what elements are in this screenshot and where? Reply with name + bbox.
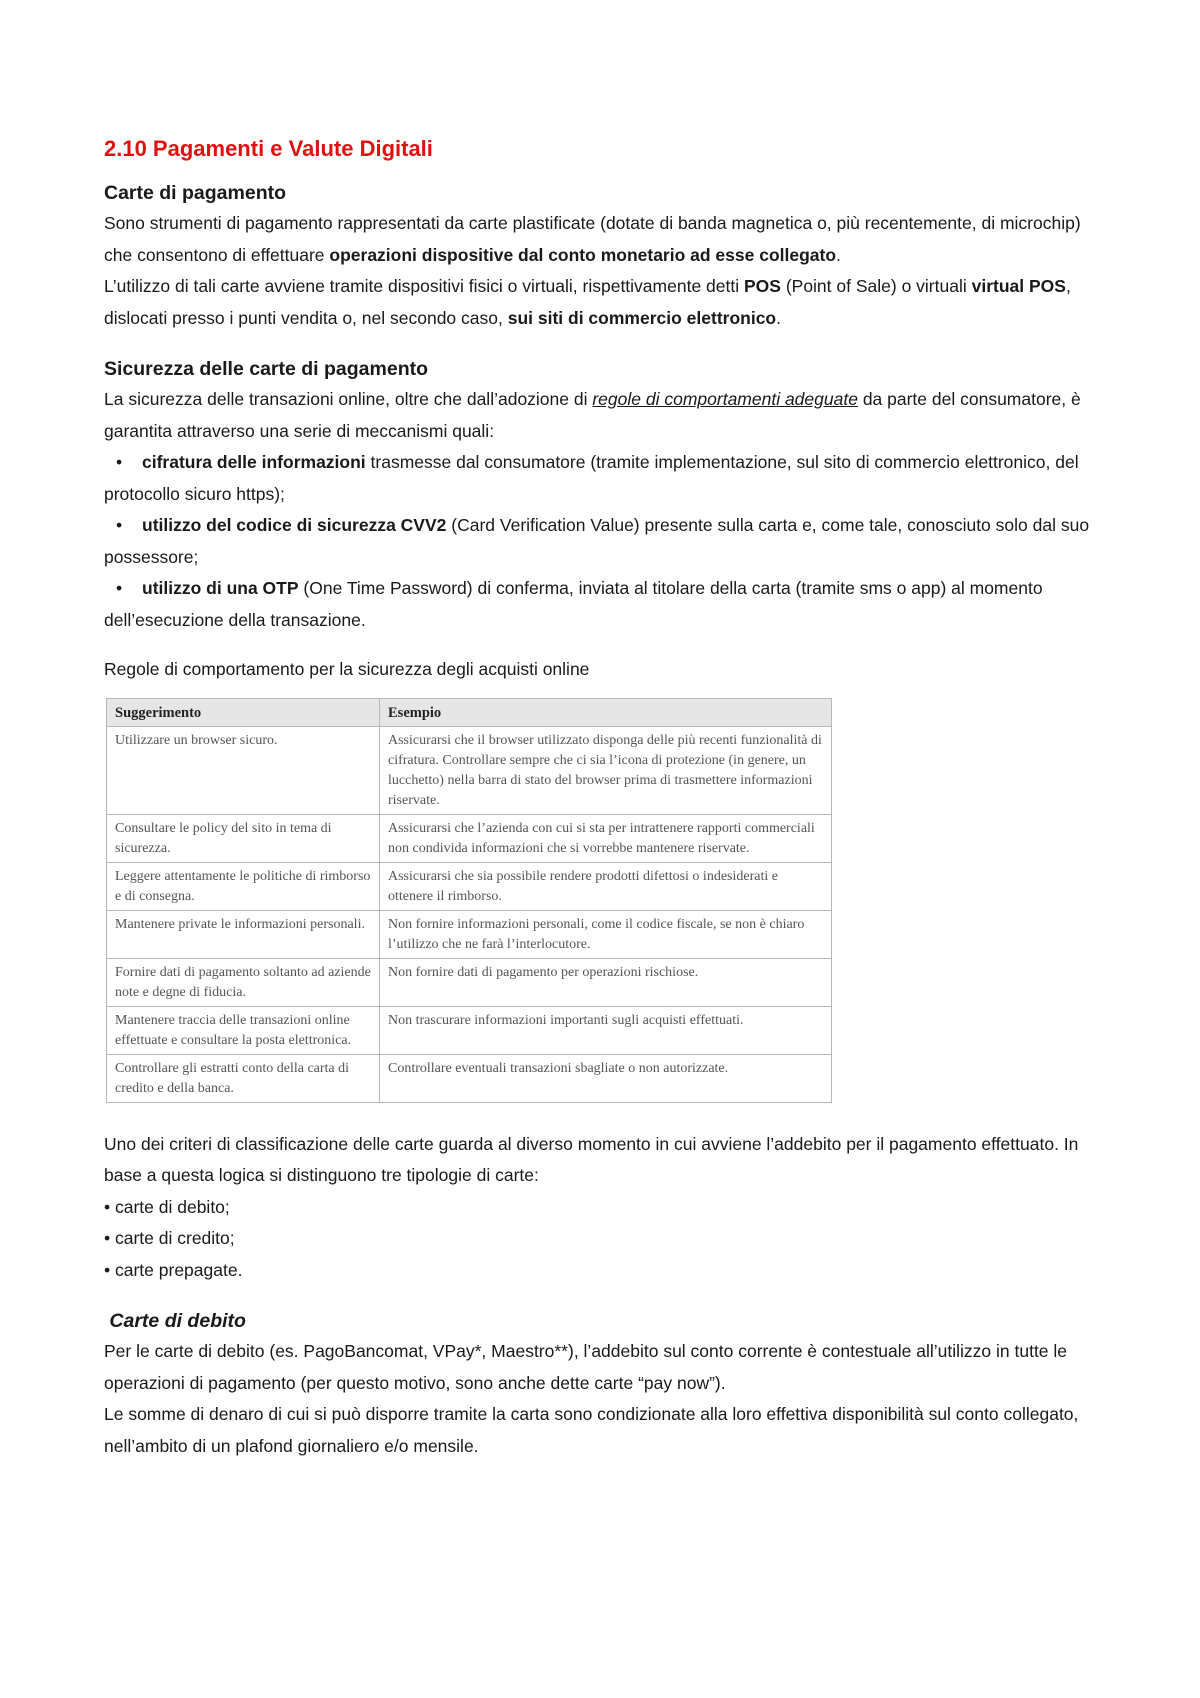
paragraph-security-intro: [104, 384, 1104, 447]
table-row: [107, 814, 832, 862]
table-row: [107, 862, 832, 910]
table-header-row: [107, 698, 832, 726]
table-cell: Non fornire informazioni personali, come il codice fiscale, se non è chiaro l’utilizzo che ne farà l’interlocutore.: [380, 910, 832, 958]
table-row: [107, 910, 832, 958]
text-run: (One Time Password) di conferma, inviata al titolare della carta (tramite sms o app) al momento dell’esecuzione della transazione.: [104, 578, 1043, 630]
paragraph-card-classification: Uno dei criteri di classificazione delle carte guarda al diverso momento in cui avviene l’addebito per il pagamento effettuato. In base a questa logica si distinguono tre tipologie di carte:: [104, 1133, 1079, 1185]
text-run: da parte del consumatore, è garantita attraverso una serie di meccanismi quali:: [104, 389, 1081, 441]
list-item: [104, 573, 1104, 636]
security-mechanisms-list: [104, 447, 1104, 636]
text-run: La sicurezza delle transazioni online, oltre che dall’adozione di: [104, 389, 593, 409]
table-row: [107, 958, 832, 1006]
table-cell: Consultare le policy del sito in tema di sicurezza.: [107, 814, 380, 862]
table-cell: Mantenere traccia delle transazioni online effettuate e consultare la posta elettronica.: [107, 1006, 380, 1054]
list-item: • carte di debito;: [104, 1196, 230, 1217]
section-title-payment-cards: Carte di pagamento: [104, 182, 287, 204]
text-run: trasmesse dal consumatore (tramite implementazione, sul sito di commercio elettronico, del protocollo sicuro https);: [104, 452, 1079, 504]
text-run: Sono strumenti di pagamento rappresentati da carte plastificate (dotate di banda magnetica o, più recentemente, di microchip) che consentono di effettuare: [104, 213, 1081, 265]
paragraph-pos-usage: [104, 271, 1104, 334]
bullet-icon: •: [116, 578, 123, 598]
bold-run: cifratura delle informazioni: [142, 452, 366, 472]
column-header-example: Esempio: [380, 698, 832, 726]
table-cell: Mantenere private le informazioni personali.: [107, 910, 380, 958]
bold-run: virtual POS: [971, 276, 1066, 296]
document-content: [104, 134, 1104, 1462]
bold-run: sui siti di commercio elettronico: [507, 307, 777, 328]
table-cell: Assicurarsi che il browser utilizzato disponga delle più recenti funzionalità di cifratura. Controllare sempre che ci sia l’icona di protezione (in genere, un lucchetto) nella barra di stato del browser prima di trasmettere informazioni riservate.: [380, 726, 832, 814]
behaviour-rules-link[interactable]: regole di comportamenti adeguate: [592, 389, 858, 409]
column-header-suggestion: Suggerimento: [107, 698, 380, 726]
table-row: [107, 1006, 832, 1054]
bold-run: utilizzo di una OTP: [142, 578, 299, 598]
paragraph-debit-cards-availability: Le somme di denaro di cui si può disporre tramite la carta sono condizionate alla loro effettiva disponibilità sul conto collegato, nell’ambito di un plafond giornaliero e/o mensile.: [104, 1404, 1079, 1456]
paragraph-debit-cards-definition: Per le carte di debito (es. PagoBancomat, VPay*, Maestro**), l’addebito sul conto corrente è contestuale all’utilizzo in tutte le operazioni di pagamento (per questo motivo, sono anche dette carte “pay now”).: [104, 1341, 1068, 1393]
text-run: (Point of Sale) o virtuali: [780, 276, 972, 296]
table-cell: Assicurarsi che l’azienda con cui si sta per intrattenere rapporti commerciali non condivida informazioni che si vorrebbe mantenere riservate.: [380, 814, 832, 862]
section-title-card-security: Sicurezza delle carte di pagamento: [104, 358, 429, 380]
section-title-debit-cards: Carte di debito: [104, 1310, 246, 1332]
table-cell: Leggere attentamente le politiche di rimborso e di consegna.: [107, 862, 380, 910]
table-row: [107, 1054, 832, 1102]
text-run: (Card Verification Value) presente sulla carta e, come tale, conosciuto solo dal suo possessore;: [104, 515, 1090, 567]
text-run: L’utilizzo di tali carte avviene tramite dispositivi fisici o virtuali, rispettivamente detti: [104, 276, 744, 296]
list-item: [104, 447, 1104, 510]
card-types-list: [104, 1192, 1104, 1287]
text-run: .: [836, 244, 841, 265]
list-item: • carte prepagate.: [104, 1259, 243, 1280]
bold-run: operazioni dispositive dal conto monetario ad esse collegato: [329, 244, 837, 265]
table-row: [107, 726, 832, 814]
bold-run: POS: [743, 276, 781, 296]
bullet-icon: •: [116, 515, 123, 535]
table-cell: Assicurarsi che sia possibile rendere prodotti difettosi o indesiderati e ottenere il rimborso.: [380, 862, 832, 910]
table-cell: Fornire dati di pagamento soltanto ad aziende note e degne di fiducia.: [107, 958, 380, 1006]
bullet-icon: •: [116, 452, 123, 472]
security-rules-table: [106, 698, 832, 1103]
page-title: 2.10 Pagamenti e Valute Digitali: [104, 136, 433, 161]
table-cell: Controllare gli estratti conto della carta di credito e della banca.: [107, 1054, 380, 1102]
table-cell: Utilizzare un browser sicuro.: [107, 726, 380, 814]
list-item: [104, 510, 1104, 573]
list-item: • carte di credito;: [104, 1228, 235, 1248]
table-cell: Controllare eventuali transazioni sbagliate o non autorizzate.: [380, 1054, 832, 1102]
text-run: .: [776, 307, 781, 328]
table-cell: Non fornire dati di pagamento per operazioni rischiose.: [380, 958, 832, 1006]
table-cell: Non trascurare informazioni importanti sugli acquisti effettuati.: [380, 1006, 832, 1054]
paragraph-payment-cards-definition: [104, 208, 1104, 271]
table-caption: Regole di comportamento per la sicurezza degli acquisti online: [104, 659, 590, 679]
text-run: , dislocati presso i punti vendita o, nel secondo caso,: [104, 276, 1071, 328]
bold-run: utilizzo del codice di sicurezza CVV2: [142, 515, 447, 535]
